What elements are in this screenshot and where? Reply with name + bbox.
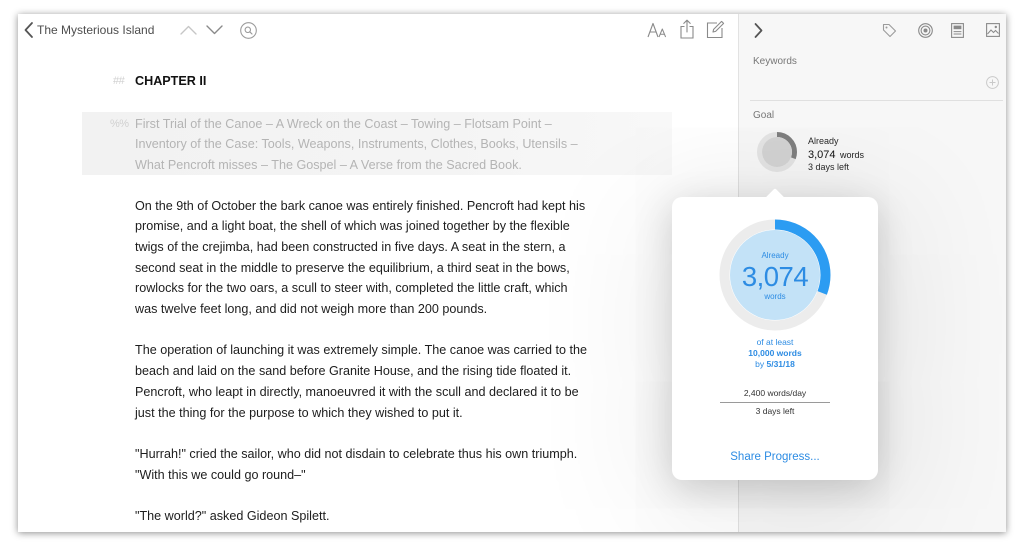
goal-word-unit: words — [764, 292, 786, 301]
images-tab[interactable] — [986, 23, 1000, 37]
goals-tab[interactable] — [918, 23, 933, 38]
text-line: rowlocks for the two oars, a scull to steer with, completed the little craft, which — [135, 281, 568, 296]
comment-line: Inventory of the Case: Tools, Weapons, Instruments, Clothes, Books, Utensils – — [135, 137, 578, 152]
mini-goal-ring-fill — [762, 137, 792, 167]
compose-icon — [706, 20, 725, 39]
paragraph — [135, 196, 587, 320]
keywords-tab[interactable] — [882, 23, 897, 38]
comment-markup-marker: %% — [110, 118, 129, 130]
text-line: "Hurrah!" cried the sailor, who did not disdain to celebrate thus his own triumph. — [135, 446, 578, 461]
keywords-section-label: Keywords — [753, 56, 797, 67]
goal-words-per-day: 2,400 words/day — [743, 388, 807, 398]
chapter-heading[interactable]: CHAPTER II — [135, 74, 207, 88]
paragraph — [135, 340, 587, 423]
text-line: promise, and a light boat, the shell of which was joined together by the flexible — [135, 219, 570, 234]
sidebar-collapse-chevron-icon — [754, 23, 763, 38]
search-button[interactable] — [240, 22, 257, 39]
text-line: "With this we could go round–" — [135, 467, 306, 482]
goal-deadline-date: 5/31/18 — [766, 359, 795, 369]
next-chevron-icon — [206, 25, 223, 35]
statistics-tab[interactable] — [951, 23, 964, 38]
target-icon — [918, 23, 933, 38]
goal-summary-count: 3,074 — [808, 149, 836, 161]
comment-line: First Trial of the Canoe – A Wreck on the Coast – Towing – Flotsam Point – — [135, 116, 552, 131]
previous-button[interactable] — [180, 25, 197, 35]
goal-summary-days-left: 3 days left — [808, 162, 850, 172]
keywords-divider — [750, 100, 1003, 101]
text-line: Pencroft, who leapt in directly, manoeuvred it with the scull and declared it to be — [135, 384, 579, 399]
heading-markup-marker: ## — [113, 75, 125, 87]
image-icon — [986, 23, 1000, 37]
sidebar-collapse-button[interactable] — [754, 23, 763, 38]
share-icon — [680, 19, 694, 39]
text-line: "The world?" asked Gideon Spilett. — [135, 508, 330, 523]
text-line: twigs of the crejimba, had been constructed in five days. A seat in the stern, a — [135, 240, 566, 255]
goal-summary[interactable] — [808, 135, 938, 173]
goal-popover — [672, 197, 878, 480]
goal-deadline-line — [672, 359, 878, 369]
editor-pane — [18, 14, 738, 532]
share-button[interactable] — [680, 19, 694, 39]
paragraph — [135, 506, 587, 527]
document-body[interactable] — [135, 196, 587, 532]
text-line: The operation of launching it was extremely simple. The canoe was carried to the — [135, 343, 587, 358]
text-line: second seat in the middle to preserve the equilibrium, a third seat in the bows, — [135, 260, 570, 275]
text-line: On the 9th of October the bark canoe was entirely finished. Pencroft had kept his — [135, 198, 586, 213]
back-button[interactable] — [24, 20, 176, 40]
goal-word-count: 3,074 — [741, 261, 809, 292]
goal-of-at-least-label: of at least — [756, 337, 794, 347]
comment-block[interactable] — [135, 114, 578, 176]
back-chevron-icon — [24, 22, 33, 38]
goal-target: 10,000 words — [748, 348, 802, 358]
add-keyword-icon — [986, 76, 999, 89]
goal-summary-unit: words — [839, 150, 864, 160]
text-line: beach and laid on the sand before Granite House, and the rising tide floated it. — [135, 364, 572, 379]
goal-deadline-prefix: by — [755, 359, 765, 369]
mini-goal-ring[interactable] — [756, 131, 798, 173]
share-progress-button[interactable]: Share Progress... — [730, 451, 820, 463]
statistics-icon — [951, 23, 964, 38]
font-size-icon — [647, 22, 667, 38]
comment-line: What Pencroft misses – The Gospel – A Verse from the Sacred Book. — [135, 157, 522, 172]
app-window — [18, 14, 1006, 532]
paragraph — [135, 444, 587, 485]
text-line: was twelve feet long, and did not weigh more than 200 pounds. — [135, 302, 488, 317]
previous-chevron-icon — [180, 25, 197, 35]
goal-summary-already: Already — [808, 136, 839, 146]
next-button[interactable] — [206, 25, 223, 35]
font-size-button[interactable] — [647, 22, 667, 38]
back-button-label: The Mysterious Island — [37, 23, 155, 37]
search-icon — [240, 22, 257, 39]
text-line: just the thing for the purpose to which they wished to put it. — [135, 405, 463, 420]
tag-icon — [882, 23, 897, 38]
goal-divider — [720, 402, 830, 403]
add-keyword-button[interactable] — [986, 76, 999, 89]
goal-already-label: Already — [761, 251, 789, 260]
goal-days-left: 3 days left — [755, 406, 795, 416]
compose-button[interactable] — [706, 20, 725, 39]
goal-summary-count-line — [808, 147, 938, 161]
goal-section-label: Goal — [753, 110, 775, 121]
